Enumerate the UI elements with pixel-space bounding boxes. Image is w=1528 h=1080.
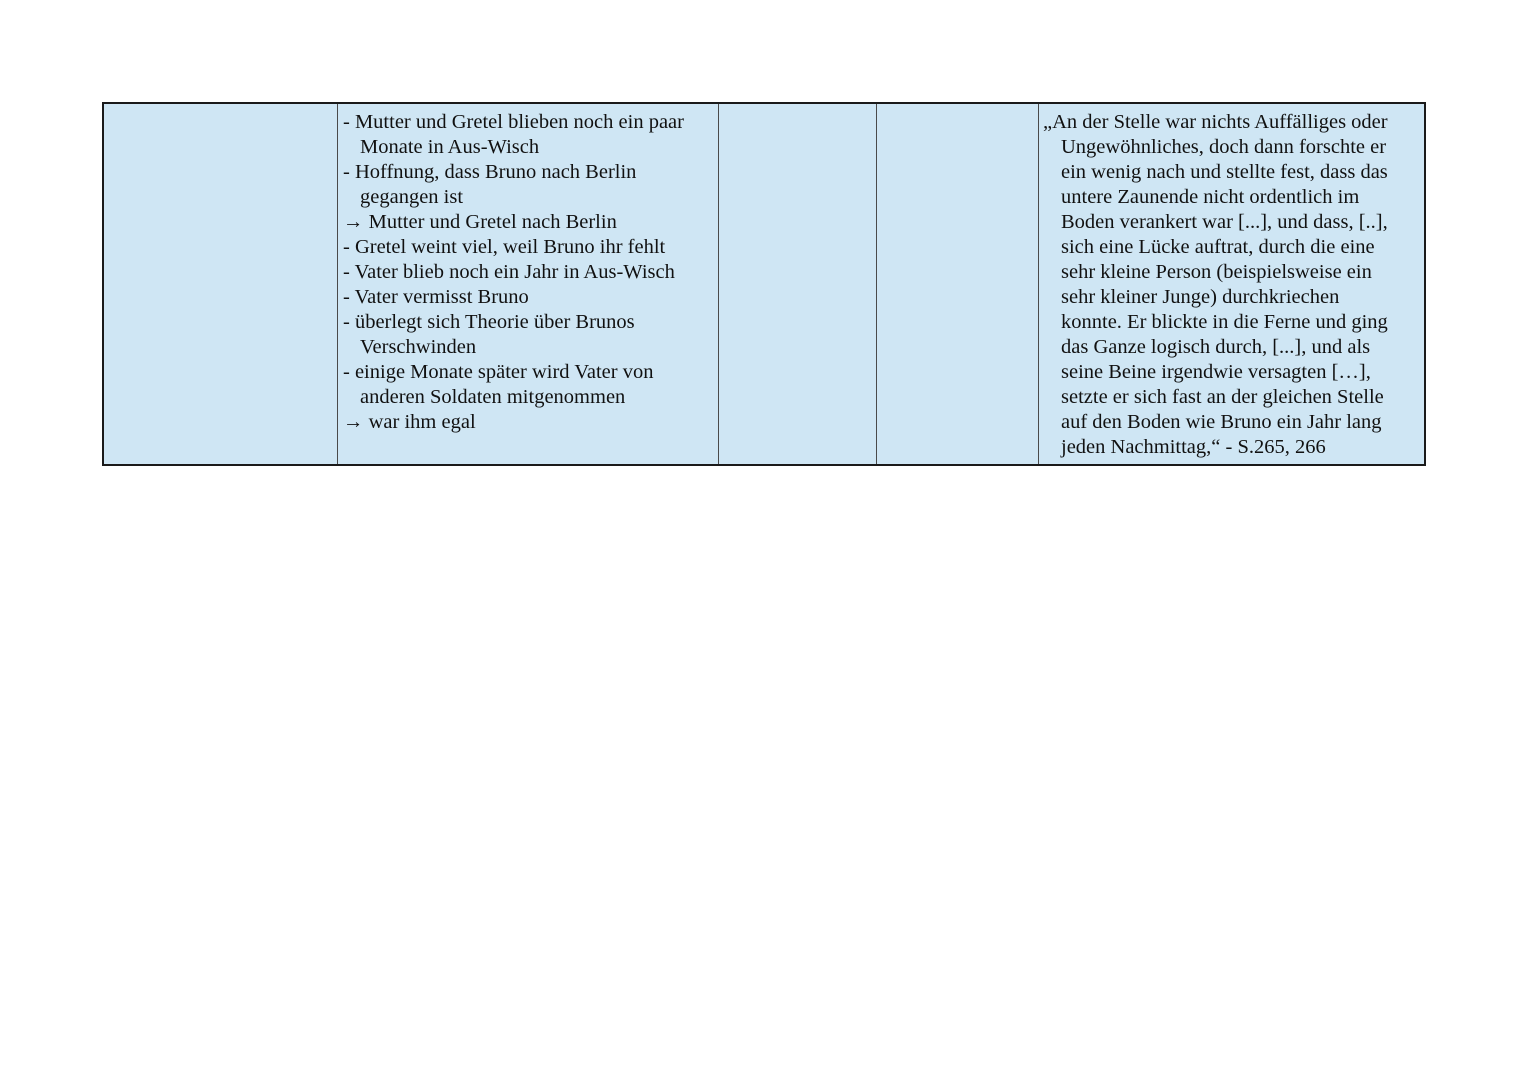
table-cell-empty-2 (719, 104, 877, 464)
quote-line: setzte er sich fast an der gleichen Stelle (1061, 386, 1384, 408)
table-cell-quote (1039, 104, 1424, 464)
quote-line: auf den Boden wie Bruno ein Jahr lang (1061, 411, 1382, 433)
quote-line: sich eine Lücke auftrat, durch die eine (1061, 236, 1375, 258)
quote-line: ein wenig nach und stellte fest, dass das (1061, 161, 1388, 183)
quote-line: sehr kleine Person (beispielsweise ein (1061, 261, 1372, 283)
table-cell-empty-3 (877, 104, 1039, 464)
event-line: - einige Monate später wird Vater von (343, 361, 654, 383)
quote-line: das Ganze logisch durch, [...], und als (1061, 336, 1371, 358)
quote-line: konnte. Er blickte in die Ferne und ging (1061, 311, 1388, 333)
quote-line: „An der Stelle war nichts Auffälliges oder (1043, 111, 1388, 133)
event-line: - Vater vermisst Bruno (343, 286, 529, 308)
event-line: - überlegt sich Theorie über Brunos (343, 311, 635, 333)
quote-line: untere Zaunende nicht ordentlich im (1061, 186, 1360, 208)
table-cell-events (338, 104, 719, 464)
event-line: - Vater blieb noch ein Jahr in Aus-Wisch (343, 261, 675, 283)
table-cell-empty-1 (104, 104, 338, 464)
quote-line: Ungewöhnliches, doch dann forschte er (1061, 136, 1387, 158)
quote-line: seine Beine irgendwie versagten […], (1061, 361, 1371, 383)
quote-line: Boden verankert war [...], und dass, [..], (1061, 211, 1388, 233)
event-line: Verschwinden (360, 336, 477, 358)
event-line: → Mutter und Gretel nach Berlin (343, 211, 617, 233)
quote-line: jeden Nachmittag,“ - S.265, 266 (1061, 436, 1326, 458)
event-line: Monate in Aus-Wisch (360, 136, 540, 158)
event-line: anderen Soldaten mitgenommen (360, 386, 626, 408)
event-line: - Mutter und Gretel blieben noch ein paar (343, 111, 684, 133)
summary-table-row (102, 102, 1426, 466)
event-line: - Gretel weint viel, weil Bruno ihr fehlt (343, 236, 666, 258)
event-line: - Hoffnung, dass Bruno nach Berlin (343, 161, 637, 183)
event-line: → war ihm egal (343, 411, 476, 433)
quote-line: sehr kleiner Junge) durchkriechen (1061, 286, 1340, 308)
event-line: gegangen ist (360, 186, 464, 208)
